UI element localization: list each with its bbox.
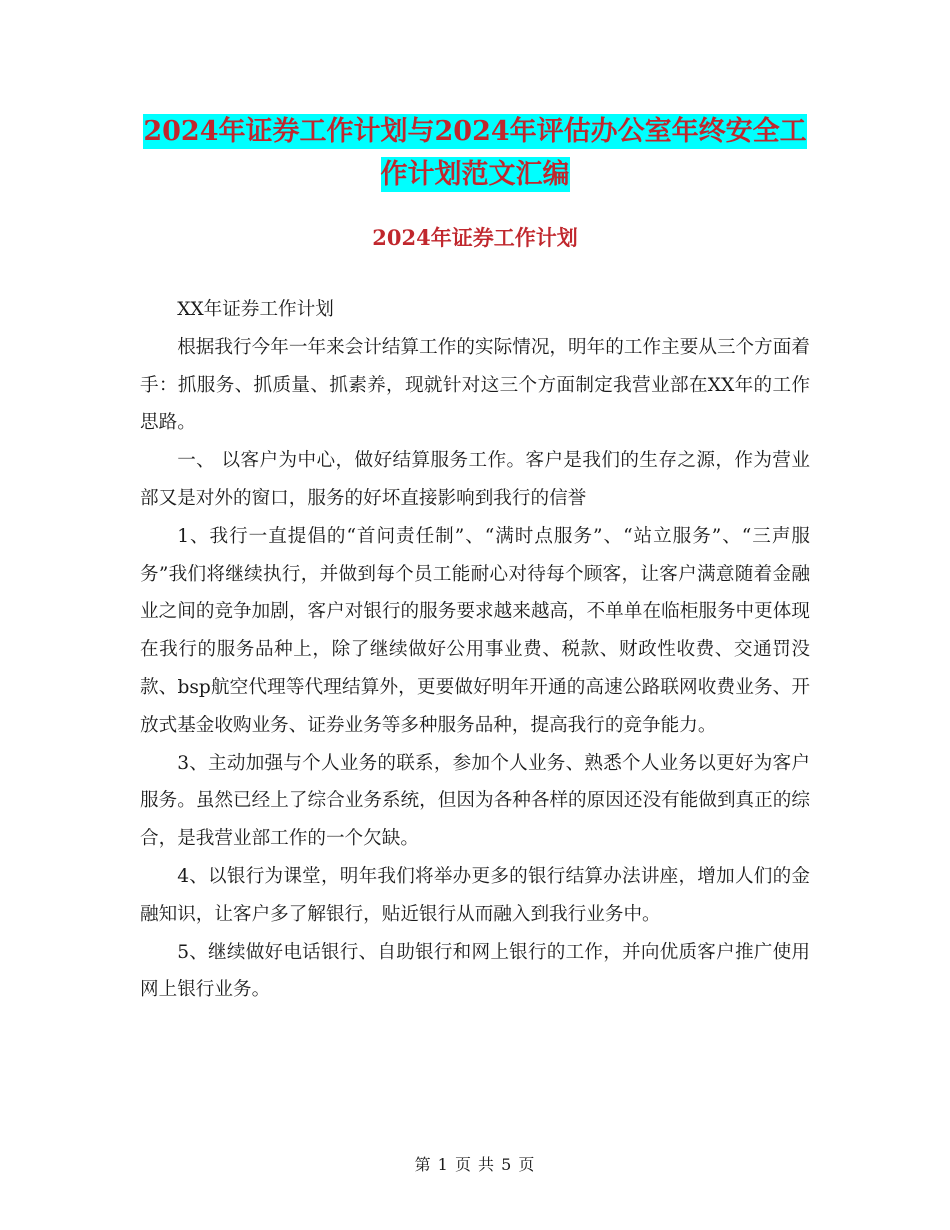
- section-title: 2024年证券工作计划: [372, 225, 578, 250]
- document-title-line-2: 作计划范文汇编: [380, 159, 570, 190]
- page-footer: 第 1 页 共 5 页: [414, 1155, 536, 1174]
- document-body: [140, 291, 810, 1009]
- paragraph: 1、我行一直提倡的“首问责任制”、“满时点服务”、“站立服务”、“三声服务”我们将继续执行，并做到每个员工能耐心对待每个顾客，让客户满意随着金融业之间的竞争加剧，客户对银行的服务要求越来越高，不单单在临柜服务中更体现在我行的服务品种上，除了继续做好公用事业费、税款、财政性收费、交通罚没款、bsp航空代理等代理结算外，更要做好明年开通的高速公路联网收费业务、开放式基金收购业务、证券业务等多种服务品种，提高我行的竞争能力。: [140, 525, 810, 736]
- paragraph: 根据我行今年一年来会计结算工作的实际情况，明年的工作主要从三个方面着手：抓服务、抓质量、抓素养，现就针对这三个方面制定我营业部在XX年的工作思路。: [140, 336, 810, 434]
- paragraph: 4、以银行为课堂，明年我们将举办更多的银行结算办法讲座，增加人们的金融知识，让客户多了解银行，贴近银行从而融入到我行业务中。: [140, 865, 810, 925]
- paragraph: 5、继续做好电话银行、自助银行和网上银行的工作，并向优质客户推广使用网上银行业务。: [140, 941, 810, 1001]
- document-title-line-1: 2024年证券工作计划与2024年评估办公室年终安全工: [143, 116, 807, 147]
- paragraph: 一、 以客户为中心，做好结算服务工作。客户是我们的生存之源，作为营业部又是对外的窗口，服务的好坏直接影响到我行的信誉: [140, 450, 810, 509]
- paragraph: XX年证券工作计划: [177, 299, 334, 320]
- paragraph: 3、主动加强与个人业务的联系，参加个人业务、熟悉个人业务以更好为客户服务。虽然已经上了综合业务系统，但因为各种各样的原因还没有能做到真正的综合，是我营业部工作的一个欠缺。: [140, 752, 810, 850]
